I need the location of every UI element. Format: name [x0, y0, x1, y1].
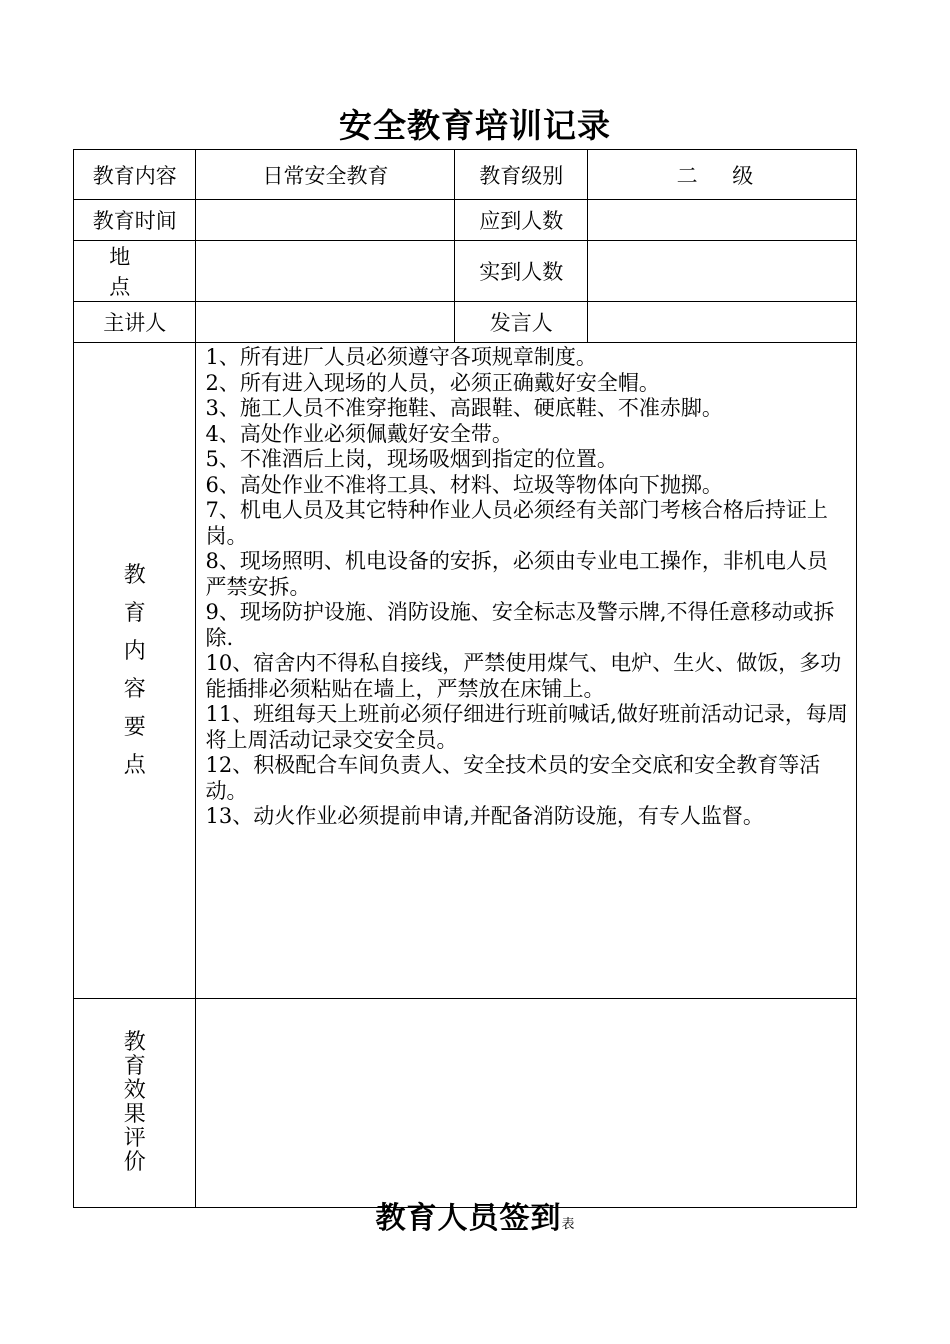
- page-title: 安全教育培训记录: [339, 106, 611, 145]
- list-item: 11、班组每天上班前必须仔细进行班前喊话,做好班前活动记录，每周将上周活动记录交安全员。: [205, 702, 848, 752]
- list-item: 9、现场防护设施、消防设施、安全标志及警示牌,不得任意移动或拆除.: [205, 600, 835, 650]
- list-item: 6、高处作业不准将工具、材料、垃圾等物体向下抛掷。: [205, 472, 723, 497]
- education-level-value: 二 级: [587, 150, 856, 200]
- key-points-label: 教育内容要点: [123, 562, 146, 778]
- speaker-label: 发言人: [455, 302, 588, 343]
- list-item: 5、不准酒后上岗，现场吸烟到指定的位置。: [205, 447, 618, 471]
- key-points-label-cell: [74, 343, 196, 999]
- education-time-value: [196, 200, 455, 241]
- list-item: 13、动火作业必须提前申请,并配备消防设施，有专人监督。: [205, 804, 764, 828]
- effect-label-cell: [74, 999, 196, 1208]
- list-item: 3、施工人员不准穿拖鞋、高跟鞋、硬底鞋、不准赤脚。: [205, 396, 723, 420]
- list-item: 4、高处作业必须佩戴好安全带。: [205, 421, 513, 446]
- list-item: 12、积极配合车间负责人、安全技术员的安全交底和安全教育等活动。: [205, 753, 821, 803]
- table-row: [74, 150, 857, 200]
- effect-evaluation-value: [196, 999, 857, 1208]
- list-item: 7、机电人员及其它特种作业人员必须经有关部门考核合格后持证上岗。: [205, 498, 828, 548]
- table-row: [74, 999, 857, 1208]
- education-time-label: 教育时间: [74, 200, 196, 241]
- list-item: 2、所有进入现场的人员，必须正确戴好安全帽。: [205, 370, 660, 395]
- education-content-value: 日常安全教育: [196, 150, 455, 200]
- place-label: 地 点: [74, 241, 196, 302]
- actual-attendance-value: [587, 241, 856, 302]
- table-row: [74, 302, 857, 343]
- place-value: [196, 241, 455, 302]
- list-item: 1、所有进厂人员必须遵守各项规章制度。: [205, 345, 597, 369]
- signin-title: 教育人员签到: [375, 1201, 562, 1236]
- table-row: [74, 241, 857, 302]
- training-record-table: [73, 149, 857, 1208]
- expected-attendance-label: 应到人数: [455, 200, 588, 241]
- list-item: 8、现场照明、机电设备的安拆，必须由专业电工操作，非机电人员严禁安拆。: [205, 549, 828, 599]
- table-row: [74, 200, 857, 241]
- actual-attendance-label: 实到人数: [455, 241, 588, 302]
- key-points-content: [196, 343, 857, 999]
- signin-suffix: 表: [561, 1217, 575, 1232]
- education-level-label: 教育级别: [455, 150, 588, 200]
- table-row: [74, 343, 857, 999]
- signin-heading: [0, 1193, 950, 1237]
- lecturer-value: [196, 302, 455, 343]
- lecturer-label: 主讲人: [74, 302, 196, 343]
- expected-attendance-value: [587, 200, 856, 241]
- speaker-value: [587, 302, 856, 343]
- list-item: 10、宿舍内不得私自接线，严禁使用煤气、电炉、生火、做饭，多功能插排必须粘贴在墙上，严禁放在床铺上。: [205, 651, 842, 701]
- education-content-label: 教育内容: [74, 150, 196, 200]
- effect-evaluation-label: 教育效果评价: [123, 1030, 146, 1175]
